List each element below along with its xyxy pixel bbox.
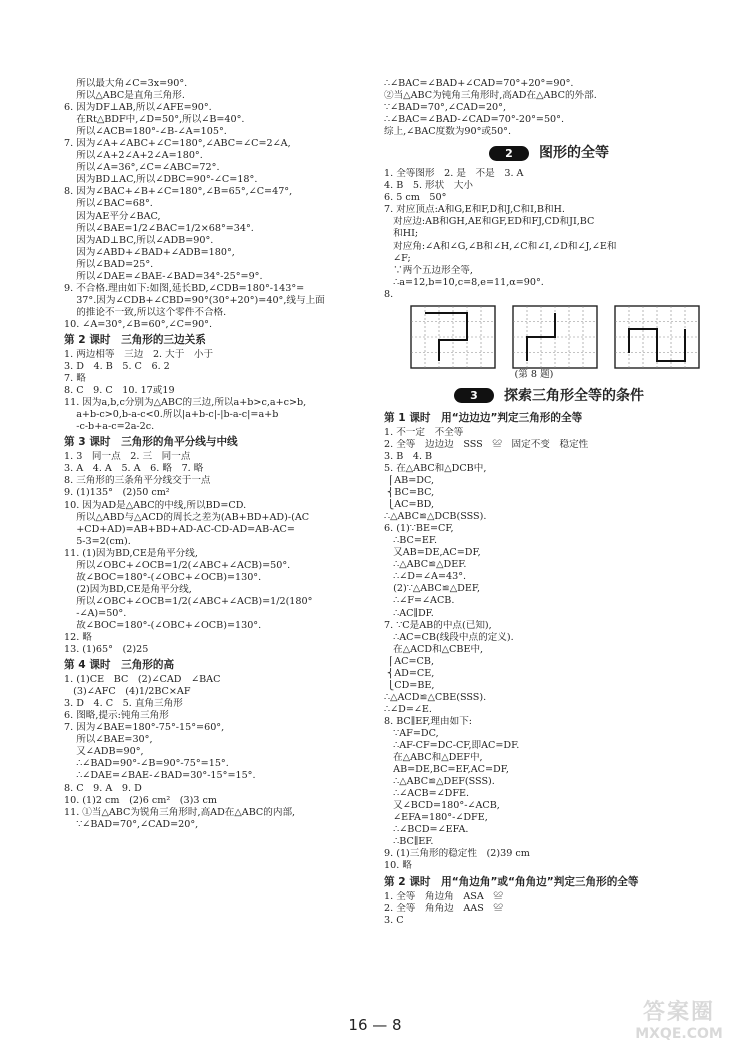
answer-line: ∴AC∥DF. — [384, 607, 434, 619]
answer-line: 3. D 4. B 5. C 6. 2 — [64, 361, 170, 373]
answer-line: 对应边:AB和GH,AE和GF,ED和FJ,CD和JI,BC — [384, 216, 595, 228]
answer-line: 10. 因为AD是△ABC的中线,所以BD=CD. — [64, 499, 247, 511]
answer-line: 7. 因为∠A+∠ABC+∠C=180°,∠ABC=∠C=2∠A, — [64, 138, 291, 150]
answer-line: 在△ABC和△DEF中, — [384, 752, 483, 764]
answer-line: ⎧AB=DC, — [384, 474, 435, 486]
answer-line: 11. (1)因为BD,CE是角平分线, — [64, 547, 198, 559]
lesson-heading: 第 1 课时 用“边边边”判定三角形的全等 — [384, 411, 583, 424]
answer-line: 8. C 9. C 10. 17或19 — [64, 385, 175, 397]
page-number: 16 — 8 — [348, 1016, 402, 1034]
answer-line: ∴∠D=∠E. — [384, 703, 432, 715]
section-title: 图形的全等 — [539, 145, 609, 162]
answer-line: ∴a=12,b=10,c=8,e=11,α=90°. — [384, 276, 544, 288]
answer-line: 所以∠BAE=30°, — [64, 734, 153, 746]
answer-line: ∴△ABC≌△DEF(SSS). — [384, 776, 495, 788]
answer-line: 37°.因为∠CDB+∠CBD=90°(30°+20°)=40°,线与上面 — [64, 294, 325, 306]
answer-line: 10. (1)2 cm (2)6 cm² (3)3 cm — [64, 794, 217, 806]
answer-line: 6. (1)∵BE=CF, — [384, 523, 454, 535]
answer-line: 13. (1)65° (2)25 — [64, 644, 149, 656]
answer-line: 故∠BOC=180°-(∠OBC+∠OCB)=130°. — [64, 571, 262, 583]
answer-line: 4. B 5. 形状 大小 — [384, 180, 474, 192]
answer-line: ∴∠BAD=90°-∠B=90°-75°=15°. — [64, 758, 229, 770]
answer-line: 6. 因为DF⊥AB,所以∠AFE=90°. — [64, 102, 212, 114]
answer-line: ∴∠ACB=∠DFE. — [384, 788, 470, 800]
section-number-badge: 3 — [454, 388, 494, 403]
answer-line: ∵∠BAD=70°,∠CAD=20°, — [64, 818, 199, 830]
answer-line: 8. BC∥EF,理由如下: — [384, 715, 473, 727]
answer-line: AB=DE,BC=EF,AC=DF, — [384, 764, 509, 776]
answer-line: 10. 略 — [384, 860, 412, 872]
answer-line: 综上,∠BAC度数为90°或50°. — [384, 126, 512, 138]
answer-line: 1. 两边相等 三边 2. 大于 小于 — [64, 348, 214, 360]
answer-line: ∠EFA=180°-∠DFE, — [384, 812, 488, 824]
answer-line: ∴∠D=∠A=43°. — [384, 571, 467, 583]
right-column — [384, 78, 714, 927]
figure-grids — [410, 305, 714, 369]
answer-line: 3. A 4. A 5. A 6. 略 7. 略 — [64, 463, 204, 475]
answer-line: 1. 3 同一点 2. 三 同一点 — [64, 451, 191, 463]
grid-figure — [614, 305, 700, 369]
answer-line: 的推论不一致,所以这个零件不合格. — [64, 306, 227, 318]
answer-line: ②当△ABC为钝角三角形时,高AD在△ABC的外部. — [384, 90, 597, 102]
answer-line: 所以△ABD与△ACD的周长之差为(AB+BD+AD)-(AC — [64, 511, 310, 523]
watermark-text: 答案圈 — [642, 1000, 715, 1025]
section-header — [384, 140, 714, 166]
lesson-heading: 第 2 课时 用“角边角”或“角角边”判定三角形的全等 — [384, 875, 639, 888]
answer-line: 8. 三角形的三条角平分线交于一点 — [64, 475, 211, 487]
answer-line: 所以∠OBC+∠OCB=1/2(∠ABC+∠ACB)=50°. — [64, 559, 291, 571]
answer-line: ∴△ACD≌△CBE(SSS). — [384, 691, 487, 703]
answer-line: ∵AF=DC, — [384, 727, 439, 739]
left-column — [64, 78, 364, 831]
figure-caption: (第 8 题) — [514, 368, 554, 380]
answer-line: ⎨BC=BC, — [384, 487, 435, 499]
section-header — [384, 383, 714, 409]
answer-line: 又AB=DE,AC=DF, — [384, 547, 481, 559]
answer-line: 10. ∠A=30°,∠B=60°,∠C=90°. — [64, 318, 213, 330]
answer-line: ∴AF-CF=DC-CF,即AC=DF. — [384, 740, 520, 752]
answer-line: 8. 因为∠BAC+∠B+∠C=180°,∠B=65°,∠C=47°, — [64, 186, 293, 198]
answer-line: 6. 5 cm 50° — [384, 192, 447, 204]
grid-figure — [410, 305, 496, 369]
answer-line: 对应角:∠A和∠G,∠B和∠H,∠C和∠I,∠D和∠J,∠E和 — [384, 240, 617, 252]
answer-line: 因为AD⊥BC,所以∠ADB=90°. — [64, 234, 214, 246]
answer-line: 11. 因为a,b,c分别为△ABC的三边,所以a+b>c,a+c>b, — [64, 397, 307, 409]
answer-line: ∵两个五边形全等, — [384, 264, 473, 276]
answer-line: 所以∠A=36°,∠C=∠ABC=72°. — [64, 162, 220, 174]
answer-line: 又∠ADB=90°, — [64, 746, 144, 758]
answer-line: ∴∠F=∠ACB. — [384, 595, 455, 607]
answer-line: ∠F; — [384, 252, 411, 264]
answer-line: ∴BC∥EF. — [384, 836, 434, 848]
answer-line: (2)∵△ABC≌△DEF, — [384, 583, 481, 595]
answer-line: 9. 不合格.理由如下:如图,延长BD,∠CDB=180°-143°= — [64, 282, 305, 294]
answer-line: 3. C — [384, 914, 404, 926]
watermark-logo — [620, 995, 738, 1051]
section-title: 探索三角形全等的条件 — [504, 387, 644, 404]
answer-line: 7. 因为∠BAE=180°-75°-15°=60°, — [64, 722, 225, 734]
figure-label: 8. — [384, 288, 394, 300]
answer-line: 1. 全等图形 2. 是 不是 3. A — [384, 168, 524, 180]
answer-line: 5-3=2(cm). — [64, 535, 131, 547]
answer-line: -∠A)=50°. — [64, 607, 127, 619]
answer-line: +CD+AD)=AB+BD+AD-AC-CD-AD=AB-AC= — [64, 523, 295, 535]
answer-line: ∵∠BAD=70°,∠CAD=20°, — [384, 102, 506, 114]
lesson-heading: 第 2 课时 三角形的三边关系 — [64, 333, 206, 346]
answer-line: 8. C 9. A 9. D — [64, 782, 142, 794]
answer-line: 2. 全等 角角边 AAS ≌ — [384, 902, 503, 914]
answer-line: 2. 全等 边边边 SSS ≌ 固定不变 稳定性 — [384, 438, 589, 450]
answer-line: 所以∠ACB=180°-∠B-∠A=105°. — [64, 126, 227, 138]
answer-line: 所以∠BAC=68°. — [64, 198, 153, 210]
answer-line: 因为∠ABD+∠BAD+∠ADB=180°, — [64, 246, 235, 258]
answer-line: 9. (1)三角形的稳定性 (2)39 cm — [384, 848, 530, 860]
answer-line: 7. ∵C是AB的中点(已知), — [384, 619, 492, 631]
figure-block — [384, 289, 714, 369]
answer-line: a+b-c>0,b-a-c<0.所以|a+b-c|-|b-a-c|=a+b — [64, 409, 279, 421]
answer-line: -c-b+a-c=2a-2c. — [64, 421, 155, 433]
answer-line: ∴∠BAC=∠BAD+∠CAD=70°+20°=90°. — [384, 78, 574, 89]
answer-line: 5. 在△ABC和△DCB中, — [384, 462, 487, 474]
answer-line: ⎩AC=BD, — [384, 499, 435, 511]
grid-figure — [512, 305, 598, 369]
answer-line: 所以∠A+2∠A+2∠A=180°. — [64, 150, 203, 162]
answer-line: ∴∠DAE=∠BAE-∠BAD=30°-15°=15°. — [64, 770, 256, 782]
answer-line: ⎩CD=BE, — [384, 679, 435, 691]
answer-line: 9. (1)135° (2)50 cm² — [64, 487, 170, 499]
answer-line: ∴BC=EF. — [384, 535, 438, 547]
answer-line: 在Rt△BDF中,∠D=50°,所以∠B=40°. — [64, 114, 245, 126]
answer-line: ∴AC=CB(线段中点的定义). — [384, 631, 514, 643]
answer-line: 和HI; — [384, 228, 419, 240]
answer-line: 所以最大角∠C=3x=90°. — [64, 78, 188, 89]
answer-line: 所以∠OBC+∠OCB=1/2(∠ABC+∠ACB)=1/2(180° — [64, 595, 313, 607]
answer-line: ∴△ABC≌△DCB(SSS). — [384, 511, 487, 523]
answer-line: 7. 对应顶点:A和G,E和F,D和J,C和I,B和H. — [384, 204, 565, 216]
answer-line: 12. 略 — [64, 632, 92, 644]
lesson-heading: 第 3 课时 三角形的角平分线与中线 — [64, 436, 238, 449]
answer-line: (3)∠AFC (4)1/2BC×AF — [64, 686, 191, 698]
answer-line: 1. 全等 角边角 ASA ≌ — [384, 890, 503, 902]
answer-line: 1. (1)CE BC (2)∠CAD ∠BAC — [64, 674, 221, 686]
answer-line: ⎨AD=CE, — [384, 667, 435, 679]
answer-line: ⎧AC=CB, — [384, 655, 434, 667]
lesson-heading: 第 4 课时 三角形的高 — [64, 659, 175, 672]
answer-line: 因为BD⊥AC,所以∠DBC=90°-∠C=18°. — [64, 174, 258, 186]
answer-line: ∴△ABC≌△DEF. — [384, 559, 467, 571]
answer-line: 所以∠BAD=25°. — [64, 258, 154, 270]
answer-line: (2)因为BD,CE是角平分线, — [64, 583, 192, 595]
answer-line: 故∠BOC=180°-(∠OBC+∠OCB)=130°. — [64, 619, 262, 631]
answer-line: 在△ACD和△CBE中, — [384, 643, 484, 655]
watermark-url: MXQE.COM — [635, 1026, 723, 1042]
answer-line: 1. 不一定 不全等 — [384, 426, 464, 438]
answer-line: 所以△ABC是直角三角形. — [64, 90, 185, 102]
answer-line: 6. 图略,提示:钝角三角形 — [64, 710, 169, 722]
answer-line: ∴∠BCD=∠EFA. — [384, 824, 469, 836]
answer-line: 11. ①当△ABC为锐角三角形时,高AD在△ABC的内部, — [64, 806, 296, 818]
answer-line: 因为AE平分∠BAC, — [64, 210, 161, 222]
answer-line: ∴∠BAC=∠BAD-∠CAD=70°-20°=50°. — [384, 114, 565, 126]
answer-line: 3. D 4. C 5. 直角三角形 — [64, 698, 183, 710]
answer-line: 所以∠DAE=∠BAE-∠BAD=34°-25°=9°. — [64, 270, 263, 282]
answer-line: 7. 略 — [64, 373, 86, 385]
section-number-badge: 2 — [489, 146, 529, 161]
answer-line: 3. B 4. B — [384, 450, 433, 462]
answer-line: 又∠BCD=180°-∠ACB, — [384, 800, 500, 812]
answer-line: 所以∠BAE=1/2∠BAC=1/2×68°=34°. — [64, 222, 254, 234]
